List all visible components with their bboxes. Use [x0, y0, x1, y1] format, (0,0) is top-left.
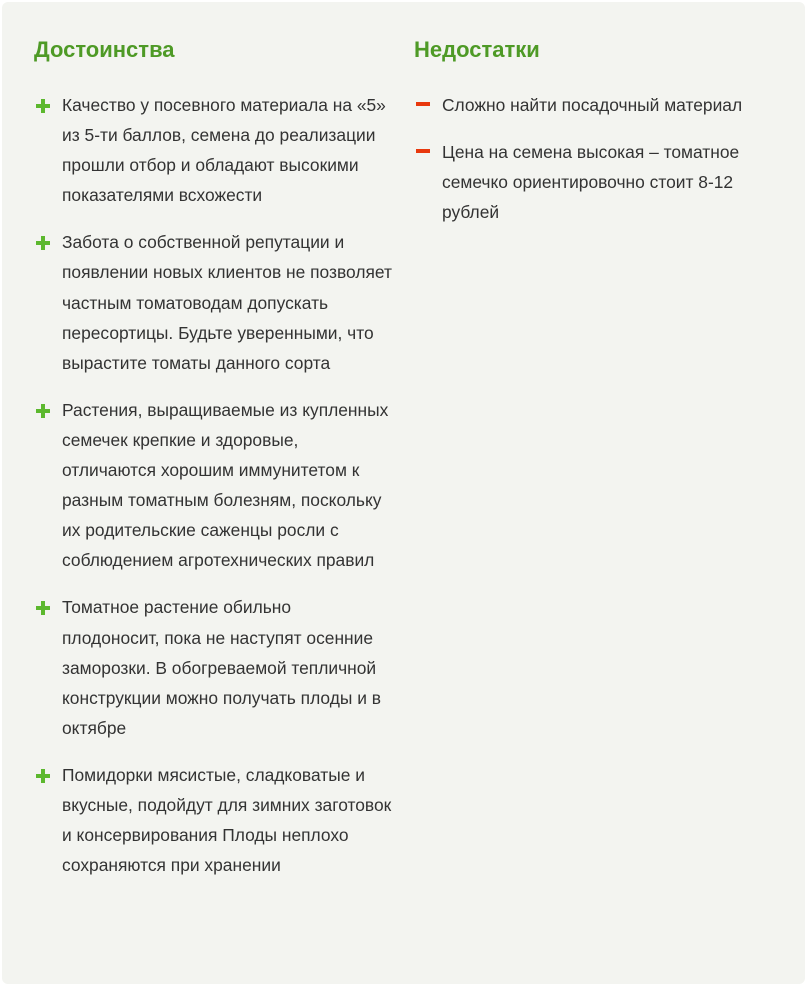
pros-list-item	[34, 760, 392, 880]
minus-icon	[416, 137, 430, 167]
cons-title: Недостатки	[414, 37, 540, 62]
pros-cons-card	[2, 2, 805, 984]
cons-list	[414, 90, 772, 244]
pros-item-text: Томатное растение обильно плодоносит, пока не наступят осенние заморозки. В обогреваемой тепличной конструкции можно получать плоды и в октябре	[62, 597, 381, 738]
pros-list-item	[34, 395, 392, 576]
plus-icon	[36, 760, 50, 790]
pros-item-text: Качество у посевного материала на «5» из 5-ти баллов, семена до реализации прошли отбор и обладают высокими показателями всхожести	[62, 95, 386, 206]
pros-list-item	[34, 90, 392, 210]
pros-list-item	[34, 592, 392, 742]
plus-icon	[36, 90, 50, 120]
pros-list	[34, 90, 392, 897]
cons-item-text: Сложно найти посадочный материал	[442, 95, 743, 115]
plus-icon	[36, 395, 50, 425]
plus-icon	[36, 227, 50, 257]
pros-item-text: Помидорки мясистые, сладковатые и вкусные, подойдут для зимних заготовок и консервирования Плоды неплохо сохраняются при хранении	[62, 764, 392, 876]
minus-icon	[416, 90, 430, 120]
pros-item-text: Забота о собственной репутации и появлении новых клиентов не позволяет частным томатоводам допускать пересортицы. Будьте уверенными, что вырастите томаты данного сорта	[62, 232, 392, 373]
pros-title: Достоинства	[34, 37, 175, 62]
pros-item-text: Растения, выращиваемые из купленных семечек крепкие и здоровые, отличаются хорошим иммунитетом к разным томатным болезням, поскольку их родительские саженцы росли с соблюдением агротехнических правил	[62, 399, 389, 571]
cons-list-item	[414, 137, 772, 227]
pros-list-item	[34, 227, 392, 377]
cons-list-item	[414, 90, 772, 120]
plus-icon	[36, 592, 50, 622]
cons-item-text: Цена на семена высокая – томатное семечко ориентировочно стоит 8-12 рублей	[442, 142, 740, 223]
